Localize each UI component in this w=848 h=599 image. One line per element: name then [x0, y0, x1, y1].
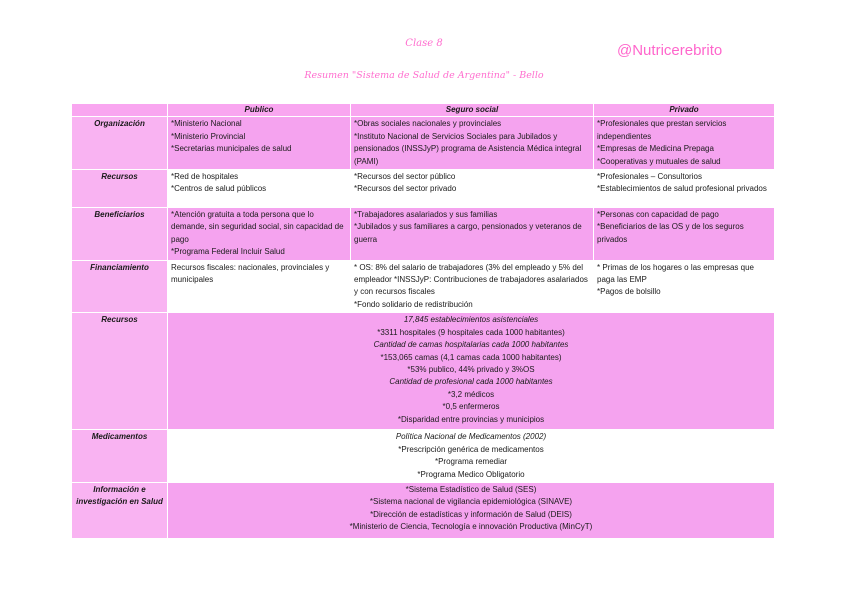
row-header: Información e investigación en Salud	[72, 482, 168, 538]
cell-line: *Recursos del sector privado	[354, 184, 457, 194]
cell-line: *Profesionales – Consultorios	[597, 172, 702, 182]
cell-line: *153,065 camas (4,1 camas cada 1000 habitantes)	[380, 352, 562, 362]
cell-line: *Programa remediar	[434, 457, 508, 467]
column-header-publico: Publico	[168, 104, 351, 117]
cell-line: *Dirección de estadísticas y información de Salud (DEIS)	[370, 509, 572, 519]
cell-line: *Centros de salud públicos	[171, 184, 267, 194]
cell-line: *Ministerio de Ciencia, Tecnología e innovación Productiva (MinCyT)	[349, 522, 593, 532]
cell-line: Cantidad de camas hospitalarias cada 1000 habitantes	[373, 340, 569, 350]
cell-publico	[168, 117, 351, 170]
table-row-recursos-estadisticas	[72, 313, 775, 430]
cell-publico	[168, 170, 351, 208]
cell-privado	[594, 208, 775, 261]
cell-line: Recursos fiscales: nacionales, provinciales y municipales	[171, 262, 330, 285]
cell-line: *3311 hospitales (9 hospitales cada 1000 habitantes)	[377, 327, 565, 337]
cell-line: *3,2 médicos	[447, 389, 495, 399]
cell-line: 17,845 establecimientos asistenciales	[403, 315, 539, 325]
table-row-informacion	[72, 482, 775, 538]
cell-line: *Fondo solidario de redistribución	[354, 299, 473, 309]
cell-line: *Pagos de bolsillo	[597, 287, 661, 297]
cell-line: *Red de hospitales	[171, 172, 239, 182]
cell-privado	[594, 170, 775, 208]
column-header-seguro-social: Seguro social	[351, 104, 594, 117]
row-header: Organización	[72, 117, 168, 170]
cell-line: * OS: 8% del salario de trabajadores (3% del empleado y 5% del empleador *INSSJyP: Contribuciones de trabajadores asalariados y con recursos fiscales	[354, 262, 588, 297]
cell-line: *Sistema Estadístico de Salud (SES)	[405, 484, 537, 494]
health-system-table	[71, 103, 775, 539]
cell-line: * Primas de los hogares o las empresas que paga las EMP	[597, 262, 754, 285]
cell-line: *Personas con capacidad de pago	[597, 210, 719, 220]
cell-line: *Ministerio Nacional	[171, 119, 242, 129]
cell-merged	[168, 482, 775, 538]
author-handle: @Nutricerebrito	[617, 42, 723, 59]
cell-line: *Establecimientos de salud profesional privados	[597, 184, 767, 194]
cell-publico	[168, 260, 351, 313]
document-subtitle: Resumen "Sistema de Salud de Argentina" - Bello	[304, 70, 544, 81]
cell-seguro	[351, 170, 594, 208]
table-row-recursos	[72, 170, 775, 208]
cell-line: *Programa Federal Incluir Salud	[171, 247, 285, 257]
cell-seguro	[351, 208, 594, 261]
table-row-medicamentos	[72, 430, 775, 483]
column-header-empty	[72, 104, 168, 117]
cell-line: Cantidad de profesional cada 1000 habitantes	[389, 377, 553, 387]
column-header-privado: Privado	[594, 104, 775, 117]
cell-line: *Prescripción genérica de medicamentos	[398, 444, 544, 454]
cell-line: *Secretarias municipales de salud	[171, 144, 292, 154]
cell-line: *Profesionales que prestan servicios independientes	[597, 119, 727, 141]
cell-line: *Obras sociales nacionales y provinciales	[354, 119, 502, 129]
table-header-row	[72, 104, 775, 117]
cell-line: *Beneficiarios de las OS y de los seguros privados	[597, 222, 744, 244]
cell-line: *Sistema nacional de vigilancia epidemiológica (SINAVE)	[369, 497, 573, 507]
cell-line: *Trabajadores asalariados y sus familias	[354, 210, 498, 220]
cell-line: *Empresas de Medicina Prepaga	[597, 144, 714, 154]
cell-line: *53% publico, 44% privado y 3%OS	[407, 364, 535, 374]
row-header: Recursos	[72, 170, 168, 208]
class-label: Clase 8	[405, 38, 443, 49]
row-header: Medicamentos	[72, 430, 168, 483]
cell-line: Política Nacional de Medicamentos (2002)	[395, 432, 547, 442]
cell-line: *Disparidad entre provincias y municipios	[397, 414, 545, 424]
cell-line: *Recursos del sector público	[354, 172, 456, 182]
table-row-beneficiarios	[72, 208, 775, 261]
row-header: Beneficiarios	[72, 208, 168, 261]
cell-merged	[168, 430, 775, 483]
cell-line: *Jubilados y sus familiares a cargo, pensionados y veteranos de guerra	[354, 222, 582, 244]
cell-privado	[594, 117, 775, 170]
cell-line: *Atención gratuita a toda persona que lo demande, sin seguridad social, sin capacidad de pago	[171, 210, 344, 244]
cell-line: *Cooperativas y mutuales de salud	[597, 156, 721, 166]
cell-line: *Programa Medico Obligatorio	[417, 469, 525, 479]
table-row-organizacion	[72, 117, 775, 170]
cell-seguro	[351, 260, 594, 313]
cell-merged	[168, 313, 775, 430]
table-row-financiamiento	[72, 260, 775, 313]
row-header: Recursos	[72, 313, 168, 430]
cell-publico	[168, 208, 351, 261]
cell-line: *Instituto Nacional de Servicios Sociales para Jubilados y pensionados (INSSJyP) programa de Asistencia Médica integral (PAMI)	[354, 131, 582, 166]
cell-privado	[594, 260, 775, 313]
cell-seguro	[351, 117, 594, 170]
cell-line: *Ministerio Provincial	[171, 131, 246, 141]
cell-line: *0,5 enfermeros	[442, 402, 500, 412]
row-header: Financiamiento	[72, 260, 168, 313]
